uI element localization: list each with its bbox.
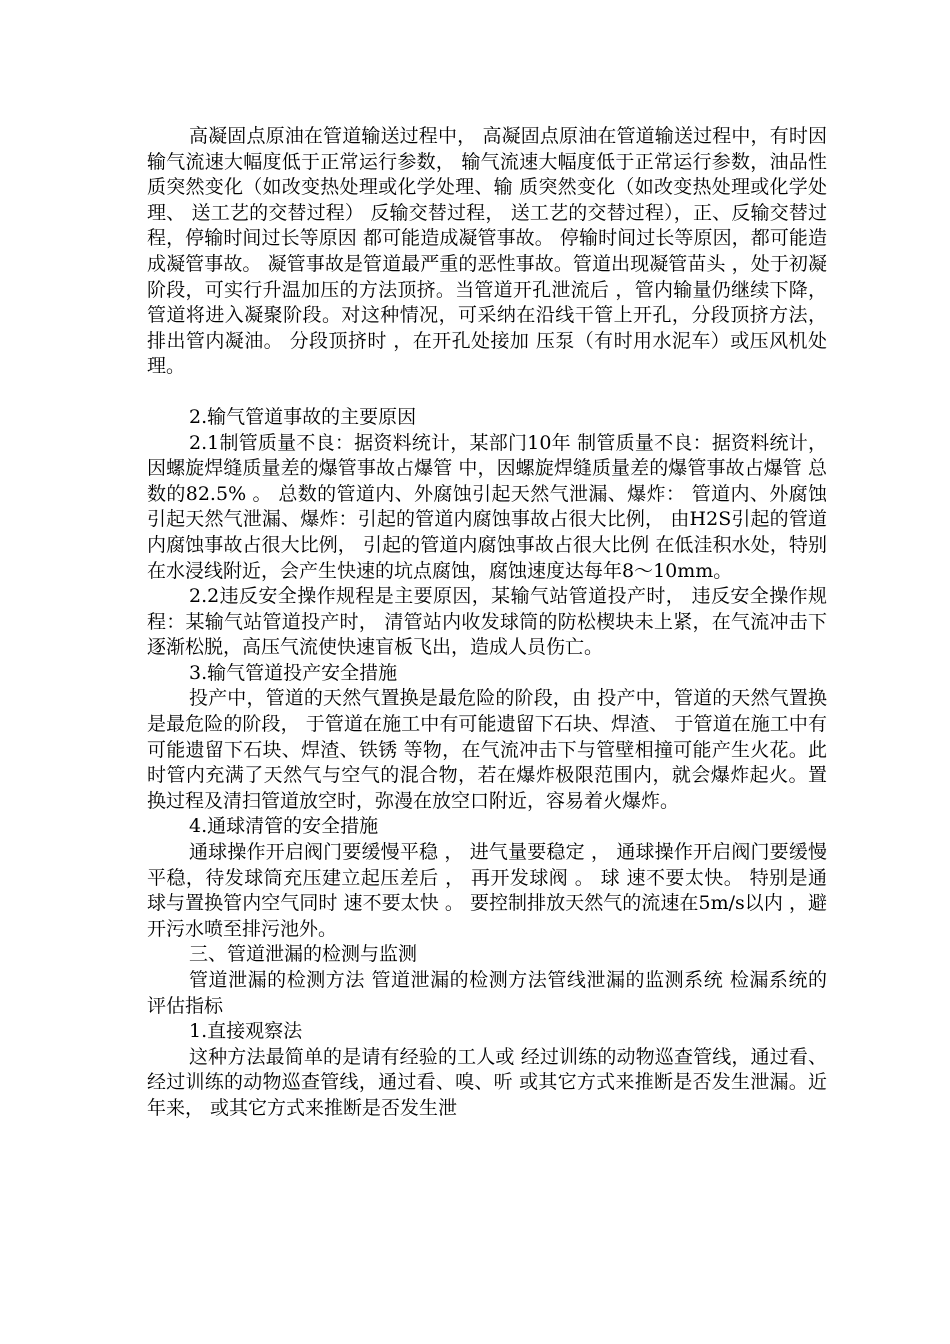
heading-gas-pipeline-accident-causes: 2.输气管道事故的主要原因: [189, 405, 417, 428]
paragraph-gas-replacement: 投产中，管道的天然气置换是最危险的阶段，由 投产中，管道的天然气置换是最危险的阶段， 于管道在施工中有可能遗留下石块、焊渣、 于管道在施工中有可能遗留下石块、焊渣、铁锈 等物，在气流冲击下与管壁相撞可能产生火花。此时管内充满了天然气与空气的混合物，若在爆炸极限范围内，就会爆炸起火。置换过程及清扫管道放空时，弥漫在放空口附近，容易着火爆炸。: [147, 687, 827, 812]
heading-leak-detection: 三、管道泄漏的检测与监测: [189, 943, 418, 966]
paragraph-direct-observation: 这种方法最简单的是请有经验的工人或 经过训练的动物巡查管线，通过看、 经过训练的动物巡查管线，通过看、嗅、听 或其它方式来推断是否发生泄漏。近年来， 或其它方式来推断是否发生泄: [147, 1045, 827, 1119]
paragraph-pigging-operation: 通球操作开启阀门要缓慢平稳 ， 进气量要稳定 ， 通球操作开启阀门要缓慢平稳，待发球筒充压建立起压差后 ， 再开发球阀 。 球 速不要太快。 特别是通球与置换管内空气同时 速不要太快 。 要控制排放天然气的流速在5m/s以内 ，避开污水喷至排污池外。: [147, 841, 827, 940]
paragraph-leak-detection-methods: 管道泄漏的检测方法 管道泄漏的检测方法管线泄漏的监测系统 检漏系统的评估指标: [147, 969, 827, 1017]
paragraph-pipe-quality: 2.1制管质量不良：据资料统计，某部门10年 制管质量不良：据资料统计，因螺旋焊缝质量差的爆管事故占爆管 中，因螺旋焊缝质量差的爆管事故占爆管 总数的82.5% 。 总数的管道内、外腐蚀引起天然气泄漏、爆炸： 管道内、外腐蚀引起天然气泄漏、爆炸：引起的管道内腐蚀事故占很大比例， 由H2S引起的管道内腐蚀事故占很大比例， 引起的管道内腐蚀事故占很大比例 在低洼积水处，特别在水浸线附近，会产生快速的坑点腐蚀，腐蚀速度达每年8～10mm。: [147, 431, 827, 582]
paragraph-safety-violation: 2.2违反安全操作规程是主要原因，某输气站管道投产时， 违反安全操作规程：某输气站管道投产时， 清管站内收发球筒的防松楔块未上紧，在气流冲击下逐渐松脱，高压气流使快速盲板飞出，造成人员伤亡。: [147, 585, 827, 659]
paragraph-gap: [147, 380, 827, 405]
document-body: [147, 124, 827, 1122]
heading-direct-observation: 1.直接观察法: [189, 1020, 303, 1043]
heading-commissioning-safety: 3.输气管道投产安全措施: [189, 661, 398, 684]
heading-pigging-safety: 4.通球清管的安全措施: [189, 815, 379, 838]
paragraph-crude-oil-solidification: 高凝固点原油在管道输送过程中， 高凝固点原油在管道输送过程中，有时因 输气流速大幅度低于正常运行参数， 输气流速大幅度低于正常运行参数，油品性 质突然变化（如改变热处理或化学处理、输 质突然变化（如改变热处理或化学处理、 送工艺的交替过程） 反输交替过程， 送工艺的交替过程），正、反输交替过程，停输时间过长等原因 都可能造成凝管事故。 停输时间过长等原因，都可能造成凝管事故。 凝管事故是管道最严重的恶性事故。管道出现凝管苗头 ，处于初凝阶段，可实行升温加压的方法顶挤。当管道开孔泄流后 ，管内输量仍继续下降，管道将进入凝聚阶段。对这种情况，可采纳在沿线干管上开孔，分段顶挤方法，排出管内凝油。 分段顶挤时 ，在开孔处接加 压泵（有时用水泥车）或压风机处理。: [147, 125, 827, 378]
